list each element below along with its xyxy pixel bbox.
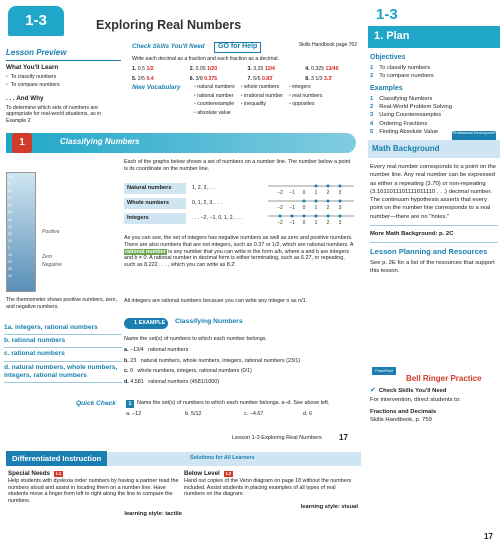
level-badge: L1 [55,471,62,477]
plan-bar: 1. Plan [368,26,500,48]
svg-text:−2: −2 [277,220,283,226]
example-tab: 1 EXAMPLE [124,318,168,329]
professional-development-badge: Professional Development [452,131,496,141]
numbered-item: 2 Real-World Problem Solving [370,104,452,111]
svg-text:−2: −2 [277,190,283,196]
vocab-term: • real numbers [289,93,323,100]
example-body [124,336,356,386]
svg-text:0: 0 [302,205,306,211]
lesson-planning-head: Lesson Planning and Resources [370,247,488,257]
level-badge: L2 [225,471,232,477]
objectives-block [370,54,498,136]
exercise-item: 2. 0.05 1/20 [189,66,218,73]
integers-paragraph: All integers are rational numbers because you can write any integer n as n/1. [124,298,308,304]
example-title: Classifying Numbers [175,318,243,325]
svg-text:1: 1 [314,190,318,196]
vocab-term: • natural numbers [194,84,235,91]
vocab-term: • opposites [289,101,323,108]
number-line-row [124,211,356,226]
svg-text:3: 3 [338,220,342,226]
more-math-background: More Math Background: p. 2C [370,230,454,237]
examples-head: Examples [370,85,403,93]
answer-item: d. natural numbers, whole numbers, integers, rational numbers [4,362,122,383]
set-label: Natural numbers [124,183,186,194]
exercise-item: 3. 3.25 13/4 [247,66,275,73]
exercise-item: 7. 5/6 0.83̄ [247,75,273,82]
thermo-positive: Positive [42,229,60,235]
answer-item: b. rational numbers [4,335,122,348]
quick-check-item: d. 6 [303,411,312,417]
number-line-integers [266,211,356,226]
check-skills-direction: For intervention, direct students to: [370,396,461,403]
section-bar [6,133,356,153]
math-background-text: Every real number corresponds to a point on the number line. Any real number can be expressed as either a repeating (3.7̄0) or non-repeating (3.1011011101111011110 . . .) decimal number. The continuum hypothesis asserts that every point on the number line corresponds to a real number—there are no "holes." [370,164,497,220]
powerpoint-badge: PowerPoint [372,367,396,375]
numbered-item: 3 Using Counterexamples [370,112,442,119]
answer-item: c. rational numbers [4,348,122,361]
svg-text:3: 3 [338,205,342,211]
page-footer: Lesson 1-3 Exploring Real Numbers [232,435,322,441]
svg-text:−1: −1 [289,190,295,196]
and-why-text: To determine which sets of numbers are appropriate for real-world situations, as in Example 2 [6,104,102,124]
numbered-item: 1 Classifying Numbers [370,95,433,102]
numbered-item: 2 To compare numbers [370,72,434,79]
vocab-list [194,84,323,116]
special-needs-column: Special Needs L1 Help students with dyslexia order numbers by having a partner read the numbers aloud and assist in locating them on a number line. Have students move a finger from left to right along the line to compare the numbers. learning style: tactile [8,470,182,517]
below-level-column: Below Level L2 Hand out copies of the Venn diagram on page 18 without the numbers included. Assist students in placing examples of all types of real numbers on the diagram. learning style: visual [184,470,358,510]
vocab-term: • absolute value [194,110,235,117]
right-lesson-number: 1-3 [376,6,398,23]
example-item: a. −13/4 rational numbers [124,346,189,353]
what-learn-head: What You'll Learn [6,64,59,71]
check-skills-exercises [132,66,357,82]
what-learn-item: • To classify numbers [6,74,121,81]
exercise-item: 8. 3 1/3 3.3̄ [305,75,332,82]
right-page-number: 17 [484,532,493,541]
number-line-table [124,181,356,226]
differentiated-tab: Differentiated Instruction [6,451,107,466]
math-background-block [370,163,498,275]
go-for-help-badge[interactable]: GO for Help [214,42,261,53]
check-icon: ✔ [370,387,376,394]
answer-item: 1a. integers, rational numbers [4,322,122,335]
lesson-planning-text: See p. 2E for a list of the resources that support this lesson. [370,259,495,274]
number-line-row [124,181,356,196]
number-line-row [124,196,356,211]
quick-check-badge: Quick Check [76,400,116,407]
objectives-head: Objectives [370,54,406,61]
what-learn-block [6,64,121,124]
learning-style: learning style: visual [300,504,358,510]
svg-text:2: 2 [326,205,330,211]
highlight-term: rational number [125,248,166,255]
page-number: 17 [339,433,348,442]
vocab-term: • irrational number [241,93,283,100]
quick-check-item: b. 5/12 [185,411,202,417]
example-item: c. 0 whole numbers, integers, rational numbers (0/1) [124,368,252,375]
divider [370,242,498,243]
fractions-decimals-ref: Skills Handbook, p. 759 [370,417,432,424]
svg-text:0: 0 [302,190,306,196]
set-label: Whole numbers [124,198,186,209]
set-members: 1, 2, 3, . . . [192,185,217,192]
example-items [124,347,356,386]
thermometer-scale: 100 90 80 70 60 50 40 30 20 10 0 10 20 30 40 [8,175,14,279]
svg-text:2: 2 [326,220,330,226]
learning-style: learning style: tactile [124,510,182,517]
vocab-term: • inequality [241,101,283,108]
lesson-tab: 1-3 [8,6,64,36]
numbered-item: 5 Finding Absolute Value [370,128,439,135]
set-label: Integers [124,213,186,224]
handbook-ref: Skills Handbook page 762 [298,42,357,48]
what-learn-item: • To compare numbers [6,82,121,89]
vocabulary-box [132,84,357,116]
quick-check-item: c. −4.67 [244,411,264,417]
check-skills-box [132,42,357,82]
svg-text:1: 1 [314,205,318,211]
numbered-item: 1 To classify numbers [370,64,431,71]
quick-check-item: a. −12 [126,411,142,417]
example-item: b. 23 natural numbers, whole numbers, integers, rational numbers (23/1) [124,357,301,364]
thermometer-caption: The thermometer shows positive numbers, zero, and negative numbers. [6,297,117,310]
example-item: d. 4.581 rational numbers (4581/1000) [124,379,220,385]
answer-list [4,322,122,383]
svg-text:−1: −1 [289,220,295,226]
numbered-item: 4 Ordering Fractions [370,120,428,127]
number-line-natural [266,181,356,196]
divider [370,225,498,226]
svg-text:−1: −1 [289,205,295,211]
check-skills-instruction: Write each decimal as a fraction and each fraction as a decimal. [132,55,279,62]
exercise-item: 1. 0.5 1/2 [132,66,154,73]
quick-check-box [76,400,356,418]
exercise-item: 4. 0.325 13/40 [305,66,339,73]
section-number: 1 [12,133,32,153]
set-members: . . . −2, −1, 0, 1, 2, . . . [192,215,243,222]
below-level-text: Hand out copies of the Venn diagram on page 18 without the numbers included. Assist students in placing examples of all types of real numbers on the diagram. [184,477,352,498]
check-skills-heading: Check Skills You'll Need [378,388,447,395]
exercise-item: 5. 2/5 0.4 [132,75,154,82]
lesson-title: Exploring Real Numbers [96,18,242,32]
svg-text:2: 2 [326,190,330,196]
vocab-term: • whole numbers [241,84,283,91]
svg-text:−2: −2 [277,205,283,211]
rational-paragraph: As you can see, the set of integers has negative numbers as well as zero and positive numbers. There are also numbers that are not integers, such as 0.37 or 1/2, which are rational numbers. A rational number is any number that you can write in the form a/b, where a and b are integers and b ≠ 0. A rational number in decimal form is either terminating, such as 6.27, or repeating, such as 8.222 . . . , which you can write as 8.2̄. [124,235,354,268]
bell-ringer-heading: Bell Ringer Practice [406,374,482,383]
exercise-item: 6. 3/8 0.375 [189,75,218,82]
bell-ringer-block [370,387,498,425]
fractions-decimals-heading: Fractions and Decimals [370,409,437,416]
set-members: 0, 1, 2, 3, . . . [192,200,223,207]
intro-paragraph: Each of the graphs below shows a set of numbers on a number line. The number below a point is its coordinate on the number line. [124,159,351,172]
differentiated-subtitle: Solutions for All Learners [190,455,255,461]
objectives-list [370,65,498,80]
math-background-bar: Math Background [368,140,500,158]
preview-rule [6,60,121,61]
quick-check-text: Name the set(s) of numbers to which each number belongs. a–d. See above left. [137,400,330,406]
vocab-title: New Vocabulary [132,84,181,91]
quick-check-items [126,411,356,418]
and-why-head: . . . And Why [6,94,44,102]
thermo-zero: Zero [42,254,53,260]
thermo-negative: Negative [42,262,62,268]
example-intro: Name the set(s) of numbers to which each number belongs. [124,336,267,342]
special-needs-text: Help students with dyslexia order numbers by having a partner read the numbers aloud and assist in locating them on a number line. Have students move a finger from left to right along the line to compare the numbers. [8,477,179,504]
vocab-term: • counterexample [194,101,235,108]
lesson-preview-label: Lesson Preview [6,48,67,57]
quick-check-number: 1 [126,400,134,408]
svg-text:0: 0 [302,220,306,226]
number-line-whole [266,196,356,211]
svg-text:3: 3 [338,190,342,196]
vocab-term: • rational number [194,93,235,100]
check-skills-title: Check Skills You'll Need [132,43,205,50]
section-title: Classifying Numbers [60,137,140,146]
svg-text:1: 1 [314,220,318,226]
vocab-term: • integers [289,84,323,91]
